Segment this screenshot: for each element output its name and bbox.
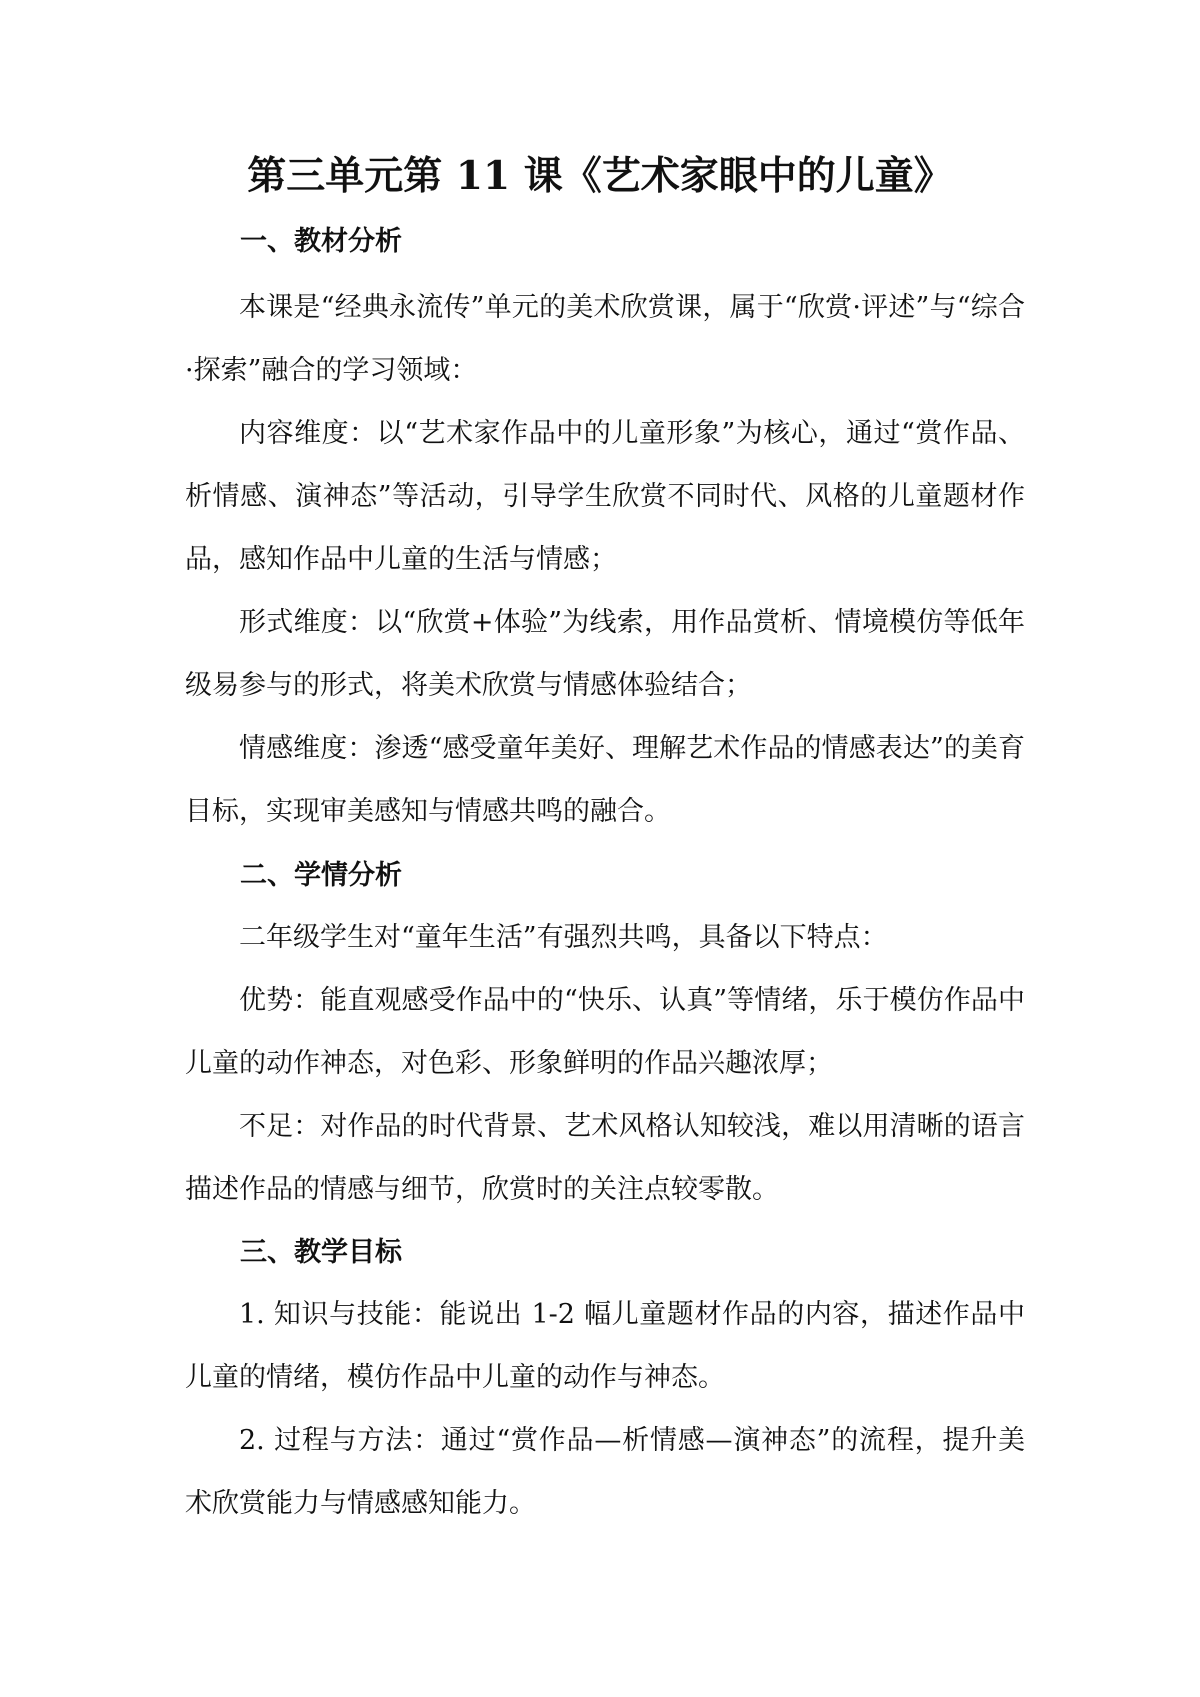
paragraph: 优势：能直观感受作品中的“快乐、认真”等情绪，乐于模仿作品中儿童的动作神态，对色彩、形象鲜明的作品兴趣浓厚； bbox=[185, 985, 1025, 1079]
paragraph: 本课是“经典永流传”单元的美术欣赏课，属于“欣赏·评述”与“综合·探索”融合的学习领域： bbox=[185, 292, 1025, 386]
section-heading-textbook-analysis: 一、教材分析 bbox=[240, 226, 402, 257]
paragraph: 不足：对作品的时代背景、艺术风格认知较浅，难以用清晰的语言描述作品的情感与细节，欣赏时的关注点较零散。 bbox=[185, 1111, 1025, 1205]
paragraph: 形式维度：以“欣赏+体验”为线索，用作品赏析、情境模仿等低年级易参与的形式，将美术欣赏与情感体验结合； bbox=[185, 607, 1025, 701]
paragraph: 2. 过程与方法：通过“赏作品—析情感—演神态”的流程，提升美术欣赏能力与情感感知能力。 bbox=[185, 1425, 1025, 1519]
paragraph: 情感维度：渗透“感受童年美好、理解艺术作品的情感表达”的美育目标，实现审美感知与情感共鸣的融合。 bbox=[185, 733, 1025, 827]
page-title: 第三单元第 11 课《艺术家眼中的儿童》 bbox=[247, 153, 953, 199]
paragraph: 二年级学生对“童年生活”有强烈共鸣，具备以下特点： bbox=[239, 922, 888, 953]
section-heading-learner-analysis: 二、学情分析 bbox=[240, 860, 402, 891]
paragraph: 1. 知识与技能：能说出 1-2 幅儿童题材作品的内容，描述作品中儿童的情绪，模仿作品中儿童的动作与神态。 bbox=[185, 1299, 1025, 1393]
paragraph: 内容维度：以“艺术家作品中的儿童形象”为核心，通过“赏作品、析情感、演神态”等活动，引导学生欣赏不同时代、风格的儿童题材作品，感知作品中儿童的生活与情感； bbox=[185, 418, 1025, 575]
section-heading-teaching-objectives: 三、教学目标 bbox=[240, 1237, 402, 1268]
